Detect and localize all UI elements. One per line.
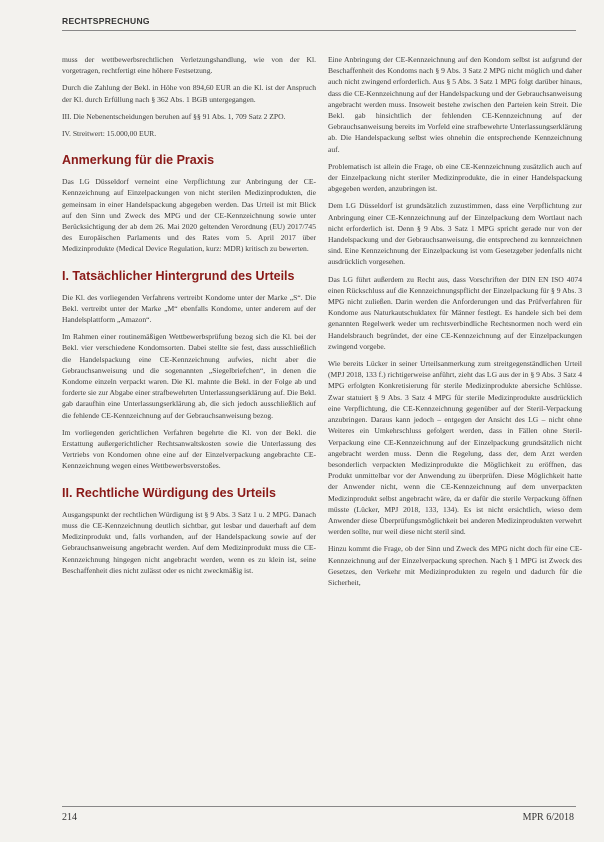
paragraph: Hinzu kommt die Frage, ob der Sinn und Zweck des MPG nicht doch für eine CE-Kennzeichnung auf der Einzelverpackung sprechen. Nach § 1 MPG ist Zweck des Gesetzes, den Verkehr mit Medizinprodukten zu regeln und dadurch für die Sicherheit, (328, 544, 582, 587)
page-number: 214 (62, 812, 77, 823)
journal-issue: MPR 6/2018 (522, 812, 574, 823)
paragraph: Ausgangspunkt der rechtlichen Würdigung ist § 9 Abs. 3 Satz 1 u. 2 MPG. Danach muss die CE-Kennzeichnung deutlich sichtbar, gut lesbar und dauerhaft auf dem Medizinprodukt und, falls vorhanden, auf der Handelspackung sowie auf der Gebrauchsanweisung angebracht werden. Auf dem Medizinprodukt muss die CE-Kennzeichnung hingegen nicht angebracht werden, wenn es zu klein ist, seine Beschaffenheit dies nicht zulässt oder es nicht zweckmäßig ist. (62, 509, 316, 575)
paragraph: Wie bereits Lücker in seiner Urteilsanmerkung zum streitgegenständlichen Urteil (MPJ 2018, 133 f.) richtigerweise anführt, zieht das LG aus der in § 9 Abs. 3 Satz 4 MPG erfolgten Konkretisierung für sterile Medizinprodukte abersiche Schlüsse. Zwar statuiert § 9 Abs. 3 Satz 4 MPG für sterile Medizinprodukte ausdrücklich eine Verpflichtung, die CE-Kennzeichnung gegenüber auf der Steril-Verpackung anzubringen. Daraus kann jedoch – entgegen der Ansicht des LG – nicht ohne Weiteres ein Umkehrschluss gefolgert werden, dass in Fällen ohne Steril-Verpackung eine CE-Kennzeichnung auf der Einzelpackung grundsätzlich nicht angebracht werden muss. Denn die Regelung, dass der, dem Arzt werden besonderlich verpackten Medizinprodukte die Möglichkeit zu eröffnen, das Produkt unmittelbar vor der Anwendung zu überprüfen. Diese Möglichkeit hatte der Anwender nicht, wenn die CE-Kennzeichnung auf dem unverpackten Medizinprodukt selbst angebracht wäre, da er dafür die sterile Verpackung öffnen müsste (Lücker, MPJ 2018, 133, 134). Es ist nicht ersichtlich, wieso dem Anwender diese Überprüfungsmöglichkeit bei anderen Medizinprodukten verwehrt werden sollte, nur weil diese nicht steril sind. (328, 359, 582, 537)
paragraph: Problematisch ist allein die Frage, ob eine CE-Kennzeichnung zusätzlich auch auf der Einzelpackung nicht steriler Medizinprodukte, die in einer Handelspackung abgegeben werden, anzubringen ist. (328, 161, 582, 194)
left-column (62, 54, 316, 582)
footer-rule (62, 806, 576, 807)
paragraph: Durch die Zahlung der Bekl. in Höhe von 894,60 EUR an die Kl. ist der Anspruch der Kl. durch Erfüllung nach § 362 Abs. 1 BGB untergegangen. (62, 83, 316, 104)
paragraph: Im vorliegenden gerichtlichen Verfahren begehrte die Kl. von der Bekl. die Erstattung außergerichtlicher Rechtsanwaltskosten sowie die Unterlassung des Vertriebs von Kondomen ohne eine auf der Einzelverpackung angebrachte CE-Kennzeichnung wegen eines Wettbewerbsverstoßes. (62, 427, 316, 471)
paragraph: Eine Anbringung der CE-Kennzeichnung auf den Kondom selbst ist aufgrund der Beschaffenheit des Kondoms nach § 9 Abs. 3 Satz 2 MPG nicht möglich und daher auch nicht zwingend erforderlich. Aus § 5 Abs. 3 Satz 1 MPG folgt darüber hinaus, dass die CE-Kennzeichnung auf der Handelspackung und der Gebrauchsanweisung angebracht werden muss. Insoweit bestehe zwischen den Parteien kein Streit. Die Bekl. gab hinsichtlich der fehlenden CE-Kennzeichnung auf der Gebrauchsanweisung bereits im Vorfeld eine strafbewehrte Unterlassungserklärung ab. Die Handelspackung selbst wies ohnehin die entsprechende Kennzeichnung auf. (328, 55, 582, 154)
right-column (328, 54, 582, 594)
paragraph: IV. Streitwert: 15.000,00 EUR. (62, 129, 157, 139)
paragraph: III. Die Nebenentscheidungen beruhen auf §§ 91 Abs. 1, 709 Satz 2 ZPO. (62, 111, 286, 121)
paragraph: Das LG Düsseldorf verneint eine Verpflichtung zur Anbringung der CE-Kennzeichnung auf Einzelpackungen von nicht sterilen Medizinprodukten, die gemeinsam in einer Handelspackung abgegeben werden. Das Urteil ist mit Blick auf den Sinn und Zweck des MPG und der CE-Kennzeichnung sowie unter Berücksichtigung der ab dem 26. Mai 2020 geltenden Verordnung (EU) 2017/745 des Europäischen Parlaments und des Rates vom 5. April 2017 über Medizinprodukte (Medical Device Regulation, kurz: MDR) kritisch zu bewerten. (62, 177, 316, 254)
paragraph: Das LG führt außerdem zu Recht aus, dass Vorschriften der DIN EN ISO 4074 einen Rückschluss auf die Kennzeichnungspflicht der Einzelpackung für § 9 Abs. 3 MPG nicht zuließen. Darin werden die Anforderungen und das Prüfverfahren für Kondome aus Naturkautschuklatex für Männer festlegt. Es handele sich bei dem genannten Regelwerk weder um rechtsverbindliche Rechtsnormen noch werd ein Handelsbrauch begründet, der eine CE-Kennzeichnung auf der Einzelpackungen zwingend vorgebe. (328, 274, 582, 351)
header-rule (62, 30, 576, 31)
paragraph: Dem LG Düsseldorf ist grundsätzlich zuzustimmen, dass eine Verpflichtung zur Anbringung einer CE-Kennzeichnung auf der Einzelpackung dem Wortlaut nach nicht erforderlich ist. Denn § 9 Abs. 3 Satz 1 MPG spricht gerade nur von der Handelspackung und der Gebrauchsanweisung, die entsprechend zu kennzeichnen sind. Eine Kennzeichnung der Einzelpackung ist vom Gesetzgeber jedenfalls nicht ausdrücklich vorgesehen. (328, 201, 582, 267)
heading-section-two: II. Rechtliche Würdigung des Urteils (62, 485, 276, 500)
paragraph: muss der wettbewerbsrechtlichen Verletzungshandlung, wie von der Kl. vorgetragen, rechtfertigt eine höhere Festsetzung. (62, 55, 316, 76)
heading-section-one: I. Tatsächlicher Hintergrund des Urteils (62, 268, 295, 283)
section-heading: RECHTSPRECHUNG (62, 16, 150, 26)
paragraph: Im Rahmen einer routinemäßigen Wettbewerbsprüfung bezog sich die Kl. bei der Bekl. vier verschiedene Kondomsorten. Dabei stellte sie fest, dass ausschließlich die Handelspackung eine CE-Kennzeichnung aufwies, nicht aber die Gebrauchsanweisung und die sogenannten „Siegelbriefchen“, in denen die Kondome einzeln verpackt waren. Die Kl. mahnte die Bekl. in der Folge ab und forderte sie zur Abgabe einer strafbewehrten Unterlassungserklärung auf. Die Bekl. gab daraufhin eine Unterlassungserklärung ab, die sich jedoch ausschließlich auf die fehlende CE-Kennzeichnung auf der Gebrauchsanweisung bezog. (62, 332, 316, 420)
paragraph: Die Kl. des vorliegenden Verfahrens vertreibt Kondome unter der Marke „S“. Die Bekl. vertreibt unter der Marke „M“ ebenfalls Kondome, unter anderem auf der Handelsplattform „Amazon“. (62, 292, 316, 325)
heading-praxis: Anmerkung für die Praxis (62, 153, 215, 168)
